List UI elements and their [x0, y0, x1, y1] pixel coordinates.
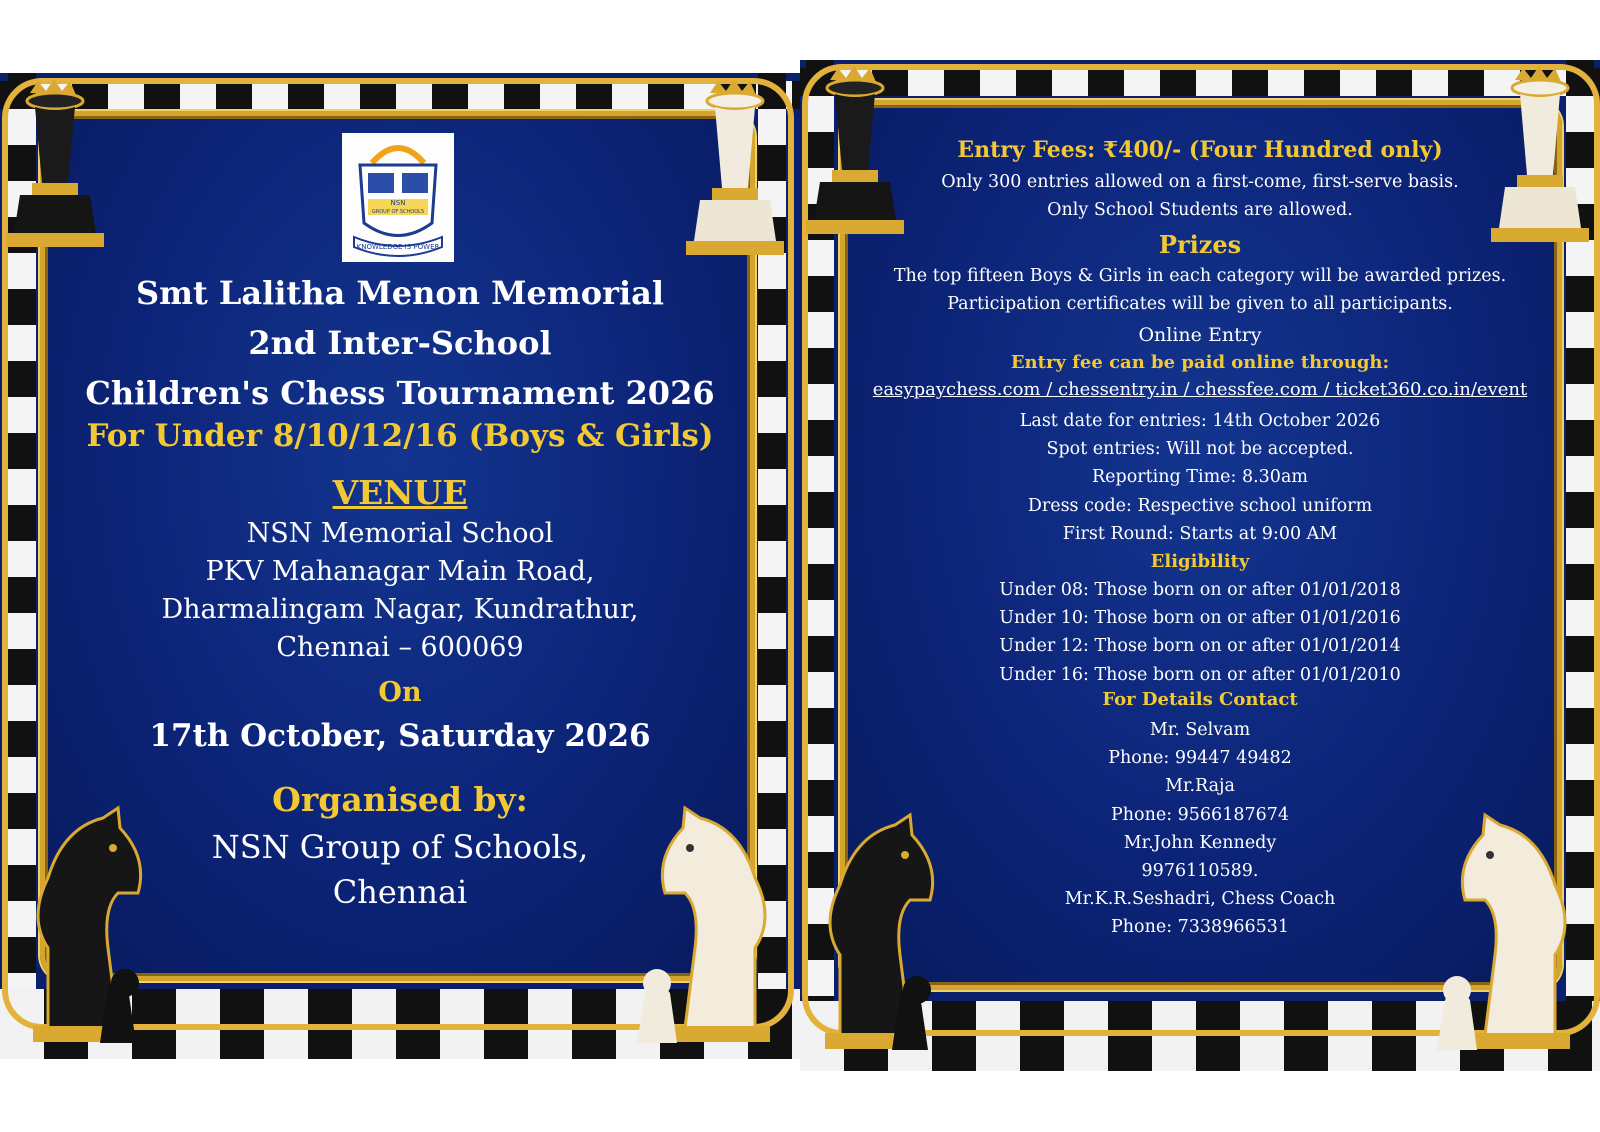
fee-line-1: Only 300 entries allowed on a first-come, first-serve basis. [941, 172, 1459, 192]
venue-line-3: Dharmalingam Nagar, Kundrathur, [161, 594, 639, 625]
venue-heading: VENUE [332, 473, 468, 512]
organiser-line-2: Chennai [332, 873, 468, 911]
prize-line-2: Participation certificates will be given to all participants. [947, 294, 1453, 315]
payment-heading: Entry fee can be paid online through: [1010, 352, 1390, 373]
eligibility-line-1: Under 08: Those born on or after 01/01/2018 [999, 580, 1401, 600]
venue-address [0, 515, 800, 667]
prize-line-1: The top fifteen Boys & Girls in each category will be awarded prizes. [893, 266, 1507, 286]
contact-line-4: Phone: 9566187674 [1110, 804, 1289, 825]
eligibility-list [800, 576, 1600, 689]
prize-details [800, 262, 1600, 318]
organised-heading: Organised by: [272, 780, 528, 819]
info-line-3: Reporting Time: 8.30am [1092, 467, 1308, 488]
info-line-5: First Round: Starts at 9:00 AM [1062, 523, 1338, 544]
eligibility-line-2: Under 10: Those born on or after 01/01/2016 [999, 608, 1401, 629]
eligibility-heading: Eligibility [1150, 551, 1250, 572]
title-line-1: Smt Lalitha Menon Memorial [135, 274, 665, 312]
info-line-2: Spot entries: Will not be accepted. [1046, 439, 1354, 460]
contact-list [800, 716, 1600, 942]
logo-text-top: NSN [390, 199, 406, 207]
event-date: 17th October, Saturday 2026 [149, 718, 651, 754]
on-label: On [378, 677, 422, 708]
categories-line: For Under 8/10/12/16 (Boys & Girls) [86, 418, 714, 454]
contact-line-7: Mr.K.R.Seshadri, Chess Coach [1064, 889, 1336, 910]
left-poster [0, 73, 800, 1059]
payment-links[interactable]: easypaychess.com / chessentry.in / chessfee.com / ticket360.co.in/event [872, 379, 1528, 400]
entry-info [800, 407, 1600, 548]
entry-fee: Entry Fees: ₹400/- (Four Hundred only) [957, 137, 1443, 163]
title-line-2: 2nd Inter-School [248, 324, 552, 362]
fee-details [800, 168, 1600, 224]
logo-motto: KNOWLEDGE IS POWER [356, 243, 440, 251]
prizes-heading: Prizes [1158, 230, 1242, 259]
venue-line-2: PKV Mahanagar Main Road, [205, 556, 595, 587]
logo-text-mid: GROUP OF SCHOOLS [371, 209, 425, 215]
eligibility-line-4: Under 16: Those born on or after 01/01/2010 [999, 664, 1401, 685]
tournament-title [0, 268, 800, 418]
contact-line-1: Mr. Selvam [1149, 720, 1251, 740]
title-line-3: Children's Chess Tournament 2026 [85, 374, 715, 412]
info-line-1: Last date for entries: 14th October 2026 [1019, 411, 1381, 431]
contact-line-3: Mr.Raja [1165, 776, 1235, 797]
organiser-name [0, 825, 800, 915]
organiser-line-1: NSN Group of Schools, [211, 828, 589, 866]
contact-line-6: 9976110589. [1141, 861, 1259, 882]
school-logo [342, 133, 454, 262]
online-entry-label: Online Entry [1138, 324, 1262, 346]
white-queen-icon [680, 73, 790, 273]
info-line-4: Dress code: Respective school uniform [1027, 495, 1373, 516]
eligibility-line-3: Under 12: Those born on or after 01/01/2014 [999, 636, 1401, 657]
right-poster [800, 60, 1600, 1071]
contact-line-5: Mr.John Kennedy [1123, 832, 1277, 853]
venue-line-4: Chennai – 600069 [276, 632, 524, 663]
venue-line-1: NSN Memorial School [246, 518, 554, 549]
black-queen-icon [0, 73, 110, 263]
contact-heading: For Details Contact [1102, 689, 1298, 710]
contact-line-8: Phone: 7338966531 [1110, 917, 1289, 938]
fee-line-2: Only School Students are allowed. [1047, 200, 1353, 221]
contact-line-2: Phone: 99447 49482 [1108, 748, 1292, 769]
